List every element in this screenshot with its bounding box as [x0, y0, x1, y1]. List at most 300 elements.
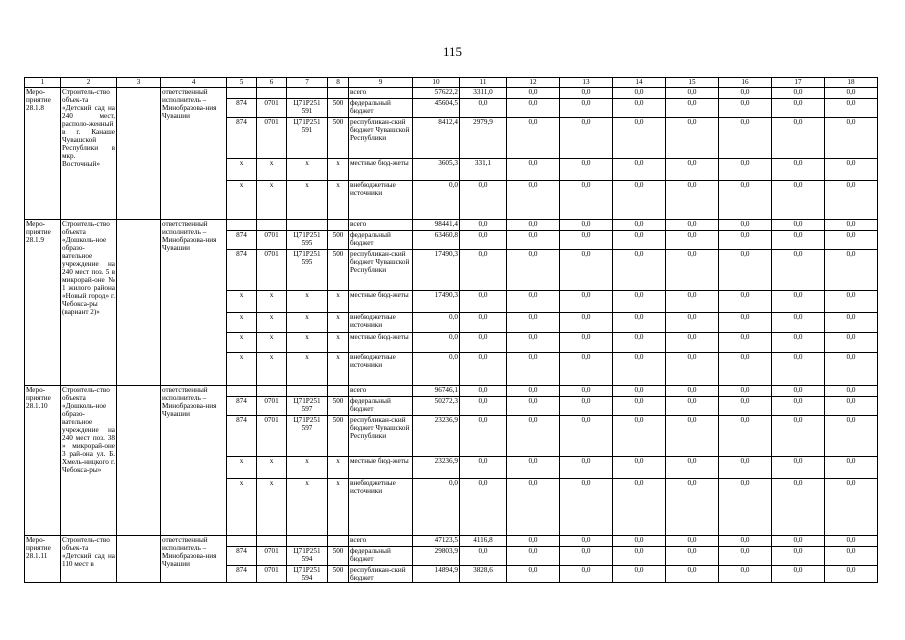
value-cell: 0,0 — [719, 313, 772, 333]
column-header: 6 — [257, 78, 287, 88]
value-cell: 0,0 — [507, 99, 560, 118]
target-article-cell: x — [287, 353, 328, 386]
value-cell: 0,0 — [772, 118, 825, 159]
value-cell: 0,0 — [825, 397, 878, 416]
value-cell: 0,0 — [613, 547, 666, 566]
value-cell: 0,0 — [772, 457, 825, 479]
target-article-cell — [287, 220, 328, 231]
table-row — [25, 386, 878, 397]
value-cell: 0,0 — [825, 353, 878, 386]
value-cell: 0,0 — [560, 353, 613, 386]
target-article-cell: x — [287, 479, 328, 536]
value-cell: 0,0 — [719, 386, 772, 397]
value-cell: 0,0 — [719, 250, 772, 291]
page-number: 115 — [442, 44, 463, 59]
value-cell: 0,0 — [560, 88, 613, 99]
target-article-cell: x — [287, 333, 328, 353]
value-cell: 0,0 — [560, 333, 613, 353]
value-cell: 0,0 — [666, 479, 719, 536]
value-cell: 0,0 — [825, 333, 878, 353]
expense-type-cell: x — [328, 479, 349, 536]
value-cell: 0,0 — [413, 333, 460, 353]
expense-type-cell: 500 — [328, 416, 349, 457]
value-cell: 0,0 — [719, 457, 772, 479]
funding-source-cell: местные бюд-жеты — [349, 159, 413, 181]
table-row — [25, 88, 878, 99]
value-cell: 57622,2 — [413, 88, 460, 99]
value-cell: 0,0 — [772, 231, 825, 250]
value-cell: 0,0 — [719, 333, 772, 353]
column-header: 14 — [613, 78, 666, 88]
empty-cell — [117, 220, 161, 386]
expense-type-cell — [328, 536, 349, 547]
value-cell: 0,0 — [772, 220, 825, 231]
funding-source-cell: всего — [349, 386, 413, 397]
value-cell: 0,0 — [460, 479, 507, 536]
funding-source-cell: федеральный бюджет — [349, 547, 413, 566]
value-cell: 0,0 — [825, 250, 878, 291]
column-header: 18 — [825, 78, 878, 88]
value-cell: 0,0 — [413, 313, 460, 333]
target-article-cell: Ц71Р251 597 — [287, 397, 328, 416]
value-cell: 0,0 — [560, 397, 613, 416]
value-cell: 0,0 — [460, 99, 507, 118]
grbs-cell: x — [227, 313, 257, 333]
grbs-cell: 874 — [227, 547, 257, 566]
value-cell: 0,0 — [507, 159, 560, 181]
section-cell — [257, 88, 287, 99]
section-cell: x — [257, 479, 287, 536]
value-cell: 0,0 — [719, 181, 772, 220]
value-cell: 0,0 — [772, 181, 825, 220]
expense-type-cell: x — [328, 333, 349, 353]
value-cell: 0,0 — [460, 457, 507, 479]
value-cell: 0,0 — [613, 397, 666, 416]
value-cell: 2979,9 — [460, 118, 507, 159]
value-cell: 0,0 — [507, 416, 560, 457]
value-cell: 0,0 — [560, 547, 613, 566]
value-cell: 0,0 — [560, 220, 613, 231]
grbs-cell — [227, 220, 257, 231]
value-cell: 0,0 — [825, 457, 878, 479]
grbs-cell: 874 — [227, 99, 257, 118]
value-cell: 0,0 — [666, 536, 719, 547]
expense-type-cell: x — [328, 159, 349, 181]
value-cell: 0,0 — [772, 313, 825, 333]
expense-type-cell — [328, 88, 349, 99]
value-cell: 0,0 — [560, 313, 613, 333]
value-cell: 0,0 — [560, 566, 613, 583]
grbs-cell: x — [227, 457, 257, 479]
target-article-cell: x — [287, 291, 328, 313]
grbs-cell: x — [227, 353, 257, 386]
expense-type-cell: x — [328, 457, 349, 479]
section-cell — [257, 220, 287, 231]
value-cell: 45604,5 — [413, 99, 460, 118]
object-cell: Строитель-ство объек-та «Детский сад на 110 мест в — [61, 536, 117, 583]
funding-source-cell: республикан-ский бюджет Чувашской Республики — [349, 250, 413, 291]
value-cell: 0,0 — [666, 118, 719, 159]
funding-source-cell: внебюджетные источники — [349, 181, 413, 220]
value-cell: 0,0 — [507, 181, 560, 220]
grbs-cell: x — [227, 479, 257, 536]
target-article-cell — [287, 386, 328, 397]
value-cell: 0,0 — [613, 536, 666, 547]
value-cell: 0,0 — [666, 99, 719, 118]
value-cell: 0,0 — [560, 231, 613, 250]
section-cell: 0701 — [257, 547, 287, 566]
value-cell: 0,0 — [507, 313, 560, 333]
value-cell: 0,0 — [719, 353, 772, 386]
value-cell: 0,0 — [825, 416, 878, 457]
value-cell: 0,0 — [560, 536, 613, 547]
budget-table — [24, 77, 878, 583]
value-cell: 0,0 — [613, 353, 666, 386]
empty-cell — [117, 386, 161, 536]
section-cell: 0701 — [257, 250, 287, 291]
value-cell: 0,0 — [772, 566, 825, 583]
value-cell: 0,0 — [666, 181, 719, 220]
funding-source-cell: местные бюд-жеты — [349, 457, 413, 479]
grbs-cell: 874 — [227, 416, 257, 457]
value-cell: 14894,9 — [413, 566, 460, 583]
column-header: 3 — [117, 78, 161, 88]
value-cell: 17490,3 — [413, 291, 460, 313]
value-cell: 0,0 — [560, 250, 613, 291]
value-cell: 0,0 — [507, 547, 560, 566]
value-cell: 0,0 — [666, 231, 719, 250]
value-cell: 0,0 — [666, 397, 719, 416]
table-row — [25, 220, 878, 231]
value-cell: 0,0 — [507, 333, 560, 353]
value-cell: 0,0 — [507, 353, 560, 386]
expense-type-cell: x — [328, 313, 349, 333]
target-article-cell: x — [287, 457, 328, 479]
grbs-cell: 874 — [227, 397, 257, 416]
column-header: 8 — [328, 78, 349, 88]
value-cell: 331,1 — [460, 159, 507, 181]
value-cell: 0,0 — [772, 479, 825, 536]
value-cell: 0,0 — [560, 99, 613, 118]
value-cell: 0,0 — [613, 88, 666, 99]
table-row — [25, 536, 878, 547]
value-cell: 0,0 — [666, 547, 719, 566]
expense-type-cell — [328, 386, 349, 397]
value-cell: 0,0 — [719, 397, 772, 416]
event-cell: Меро-приятие 28.1.8 — [25, 88, 61, 220]
column-header: 2 — [61, 78, 117, 88]
value-cell: 0,0 — [507, 250, 560, 291]
value-cell: 0,0 — [825, 231, 878, 250]
value-cell: 47123,5 — [413, 536, 460, 547]
funding-source-cell: всего — [349, 220, 413, 231]
executor-cell: ответственный исполнитель – Минобразова-ния Чувашии — [161, 386, 227, 536]
value-cell: 0,0 — [719, 416, 772, 457]
value-cell: 0,0 — [719, 220, 772, 231]
value-cell: 0,0 — [613, 313, 666, 333]
value-cell: 0,0 — [460, 333, 507, 353]
value-cell: 0,0 — [719, 159, 772, 181]
column-header: 7 — [287, 78, 328, 88]
value-cell: 0,0 — [825, 479, 878, 536]
section-cell: x — [257, 159, 287, 181]
value-cell: 0,0 — [460, 250, 507, 291]
executor-cell: ответственный исполнитель – Минобразова-ния Чувашии — [161, 220, 227, 386]
value-cell: 0,0 — [507, 479, 560, 536]
value-cell: 0,0 — [772, 291, 825, 313]
value-cell: 0,0 — [560, 479, 613, 536]
expense-type-cell: x — [328, 181, 349, 220]
target-article-cell — [287, 536, 328, 547]
section-cell: x — [257, 353, 287, 386]
value-cell: 0,0 — [560, 118, 613, 159]
section-cell: 0701 — [257, 231, 287, 250]
section-cell: x — [257, 333, 287, 353]
expense-type-cell: 500 — [328, 566, 349, 583]
value-cell: 0,0 — [560, 457, 613, 479]
target-article-cell: x — [287, 181, 328, 220]
expense-type-cell: x — [328, 291, 349, 313]
expense-type-cell: 500 — [328, 547, 349, 566]
target-article-cell: Ц71Р251 591 — [287, 118, 328, 159]
value-cell: 0,0 — [719, 536, 772, 547]
value-cell: 0,0 — [666, 220, 719, 231]
value-cell: 8412,4 — [413, 118, 460, 159]
value-cell: 0,0 — [413, 353, 460, 386]
funding-source-cell: внебюджетные источники — [349, 313, 413, 333]
value-cell: 0,0 — [613, 220, 666, 231]
value-cell: 0,0 — [460, 353, 507, 386]
value-cell: 0,0 — [613, 99, 666, 118]
value-cell: 0,0 — [613, 479, 666, 536]
target-article-cell: x — [287, 159, 328, 181]
value-cell: 0,0 — [772, 536, 825, 547]
expense-type-cell: 500 — [328, 397, 349, 416]
column-header-row — [25, 78, 878, 88]
value-cell: 0,0 — [613, 231, 666, 250]
funding-source-cell: всего — [349, 536, 413, 547]
value-cell: 0,0 — [666, 291, 719, 313]
value-cell: 0,0 — [666, 313, 719, 333]
value-cell: 0,0 — [666, 416, 719, 457]
value-cell: 0,0 — [507, 220, 560, 231]
column-header: 4 — [161, 78, 227, 88]
section-cell: x — [257, 291, 287, 313]
funding-source-cell: федеральный бюджет — [349, 397, 413, 416]
funding-source-cell: республикан-ский бюджет — [349, 566, 413, 583]
value-cell: 0,0 — [613, 181, 666, 220]
value-cell: 0,0 — [507, 291, 560, 313]
value-cell: 0,0 — [666, 88, 719, 99]
value-cell: 0,0 — [666, 159, 719, 181]
funding-source-cell: республикан-ский бюджет Чувашской Республики — [349, 416, 413, 457]
value-cell: 0,0 — [560, 159, 613, 181]
value-cell: 0,0 — [460, 397, 507, 416]
value-cell: 3311,0 — [460, 88, 507, 99]
value-cell: 0,0 — [825, 291, 878, 313]
funding-source-cell: всего — [349, 88, 413, 99]
value-cell: 0,0 — [772, 353, 825, 386]
funding-source-cell: местные бюд-жеты — [349, 333, 413, 353]
value-cell: 0,0 — [460, 181, 507, 220]
value-cell: 0,0 — [772, 250, 825, 291]
value-cell: 0,0 — [560, 291, 613, 313]
expense-type-cell: 500 — [328, 250, 349, 291]
value-cell: 0,0 — [772, 333, 825, 353]
target-article-cell: Ц71Р251 594 — [287, 547, 328, 566]
section-cell: 0701 — [257, 397, 287, 416]
column-header: 15 — [666, 78, 719, 88]
grbs-cell: 874 — [227, 118, 257, 159]
empty-cell — [117, 88, 161, 220]
target-article-cell: Ц71Р251 591 — [287, 99, 328, 118]
executor-cell: ответственный исполнитель – Минобразова-ния Чувашии — [161, 88, 227, 220]
column-header: 16 — [719, 78, 772, 88]
funding-source-cell: республикан-ский бюджет Чувашской Республики — [349, 118, 413, 159]
expense-type-cell: 500 — [328, 231, 349, 250]
value-cell: 0,0 — [825, 118, 878, 159]
value-cell: 0,0 — [825, 536, 878, 547]
target-article-cell: Ц71Р251 597 — [287, 416, 328, 457]
value-cell: 0,0 — [413, 181, 460, 220]
grbs-cell: x — [227, 291, 257, 313]
column-header: 9 — [349, 78, 413, 88]
value-cell: 50272,3 — [413, 397, 460, 416]
value-cell: 0,0 — [772, 416, 825, 457]
column-header: 17 — [772, 78, 825, 88]
value-cell: 0,0 — [772, 99, 825, 118]
executor-cell: ответственный исполнитель – Минобразова-ния Чувашии — [161, 536, 227, 583]
value-cell: 0,0 — [460, 416, 507, 457]
value-cell: 0,0 — [560, 181, 613, 220]
section-cell: 0701 — [257, 99, 287, 118]
value-cell: 0,0 — [507, 566, 560, 583]
value-cell: 0,0 — [772, 547, 825, 566]
value-cell: 0,0 — [560, 416, 613, 457]
value-cell: 0,0 — [666, 566, 719, 583]
value-cell: 0,0 — [825, 547, 878, 566]
column-header: 11 — [460, 78, 507, 88]
column-header: 13 — [560, 78, 613, 88]
value-cell: 0,0 — [507, 386, 560, 397]
value-cell: 23236,9 — [413, 457, 460, 479]
value-cell: 0,0 — [507, 397, 560, 416]
value-cell: 0,0 — [719, 547, 772, 566]
funding-source-cell: внебюджетные источники — [349, 479, 413, 536]
expense-type-cell: 500 — [328, 118, 349, 159]
value-cell: 0,0 — [613, 333, 666, 353]
value-cell: 0,0 — [719, 118, 772, 159]
value-cell: 0,0 — [613, 118, 666, 159]
grbs-cell: x — [227, 333, 257, 353]
expense-type-cell: 500 — [328, 99, 349, 118]
value-cell: 0,0 — [825, 313, 878, 333]
funding-source-cell: федеральный бюджет — [349, 231, 413, 250]
value-cell: 0,0 — [719, 291, 772, 313]
value-cell: 0,0 — [719, 479, 772, 536]
funding-source-cell: внебюджетные источники — [349, 353, 413, 386]
value-cell: 23236,9 — [413, 416, 460, 457]
value-cell: 0,0 — [772, 386, 825, 397]
event-cell: Меро-приятие 28.1.11 — [25, 536, 61, 583]
value-cell: 0,0 — [719, 566, 772, 583]
value-cell: 0,0 — [719, 88, 772, 99]
column-header: 5 — [227, 78, 257, 88]
section-cell: 0701 — [257, 416, 287, 457]
value-cell: 0,0 — [507, 88, 560, 99]
value-cell: 0,0 — [460, 547, 507, 566]
value-cell: 0,0 — [613, 416, 666, 457]
target-article-cell: Ц71Р251 595 — [287, 250, 328, 291]
value-cell: 0,0 — [560, 386, 613, 397]
value-cell: 0,0 — [825, 159, 878, 181]
value-cell: 0,0 — [507, 231, 560, 250]
value-cell: 0,0 — [413, 479, 460, 536]
value-cell: 0,0 — [719, 99, 772, 118]
section-cell — [257, 536, 287, 547]
section-cell: x — [257, 313, 287, 333]
grbs-cell: 874 — [227, 231, 257, 250]
value-cell: 0,0 — [825, 566, 878, 583]
value-cell: 0,0 — [772, 397, 825, 416]
value-cell: 0,0 — [666, 353, 719, 386]
value-cell: 0,0 — [460, 220, 507, 231]
funding-source-cell: местные бюд-жеты — [349, 291, 413, 313]
value-cell: 0,0 — [613, 566, 666, 583]
grbs-cell: x — [227, 159, 257, 181]
value-cell: 0,0 — [825, 386, 878, 397]
value-cell: 96746,1 — [413, 386, 460, 397]
value-cell: 0,0 — [772, 159, 825, 181]
value-cell: 0,0 — [772, 88, 825, 99]
grbs-cell — [227, 536, 257, 547]
value-cell: 3828,6 — [460, 566, 507, 583]
expense-type-cell — [328, 220, 349, 231]
value-cell: 63460,8 — [413, 231, 460, 250]
funding-source-cell: федеральный бюджет — [349, 99, 413, 118]
value-cell: 0,0 — [613, 457, 666, 479]
grbs-cell: x — [227, 181, 257, 220]
section-cell: x — [257, 457, 287, 479]
target-article-cell: x — [287, 313, 328, 333]
value-cell: 0,0 — [825, 99, 878, 118]
value-cell: 0,0 — [666, 386, 719, 397]
object-cell: Строитель-ство объекта «Дошколь-ное образо-вательное учреждение на 240 мест поз. 5 в микрорай-оне № 1 жилого района «Новый город» г. Чебокса-ры (вариант 2)» — [61, 220, 117, 386]
column-header: 10 — [413, 78, 460, 88]
value-cell: 0,0 — [666, 457, 719, 479]
object-cell: Строитель-ство объек-та «Детский сад на 240 мест, располо-женный в г. Канаше Чувашской Республики в мкр. Восточный» — [61, 88, 117, 220]
value-cell: 0,0 — [460, 313, 507, 333]
value-cell: 0,0 — [460, 386, 507, 397]
column-header: 12 — [507, 78, 560, 88]
section-cell: x — [257, 181, 287, 220]
value-cell: 0,0 — [507, 536, 560, 547]
value-cell: 17490,3 — [413, 250, 460, 291]
target-article-cell: Ц71Р251 595 — [287, 231, 328, 250]
event-cell: Меро-приятие 28.1.10 — [25, 386, 61, 536]
section-cell: 0701 — [257, 118, 287, 159]
value-cell: 0,0 — [825, 88, 878, 99]
target-article-cell — [287, 88, 328, 99]
value-cell: 0,0 — [460, 291, 507, 313]
value-cell: 0,0 — [613, 386, 666, 397]
column-header: 1 — [25, 78, 61, 88]
value-cell: 3605,3 — [413, 159, 460, 181]
grbs-cell — [227, 386, 257, 397]
value-cell: 0,0 — [825, 181, 878, 220]
value-cell: 0,0 — [460, 231, 507, 250]
section-cell: 0701 — [257, 566, 287, 583]
